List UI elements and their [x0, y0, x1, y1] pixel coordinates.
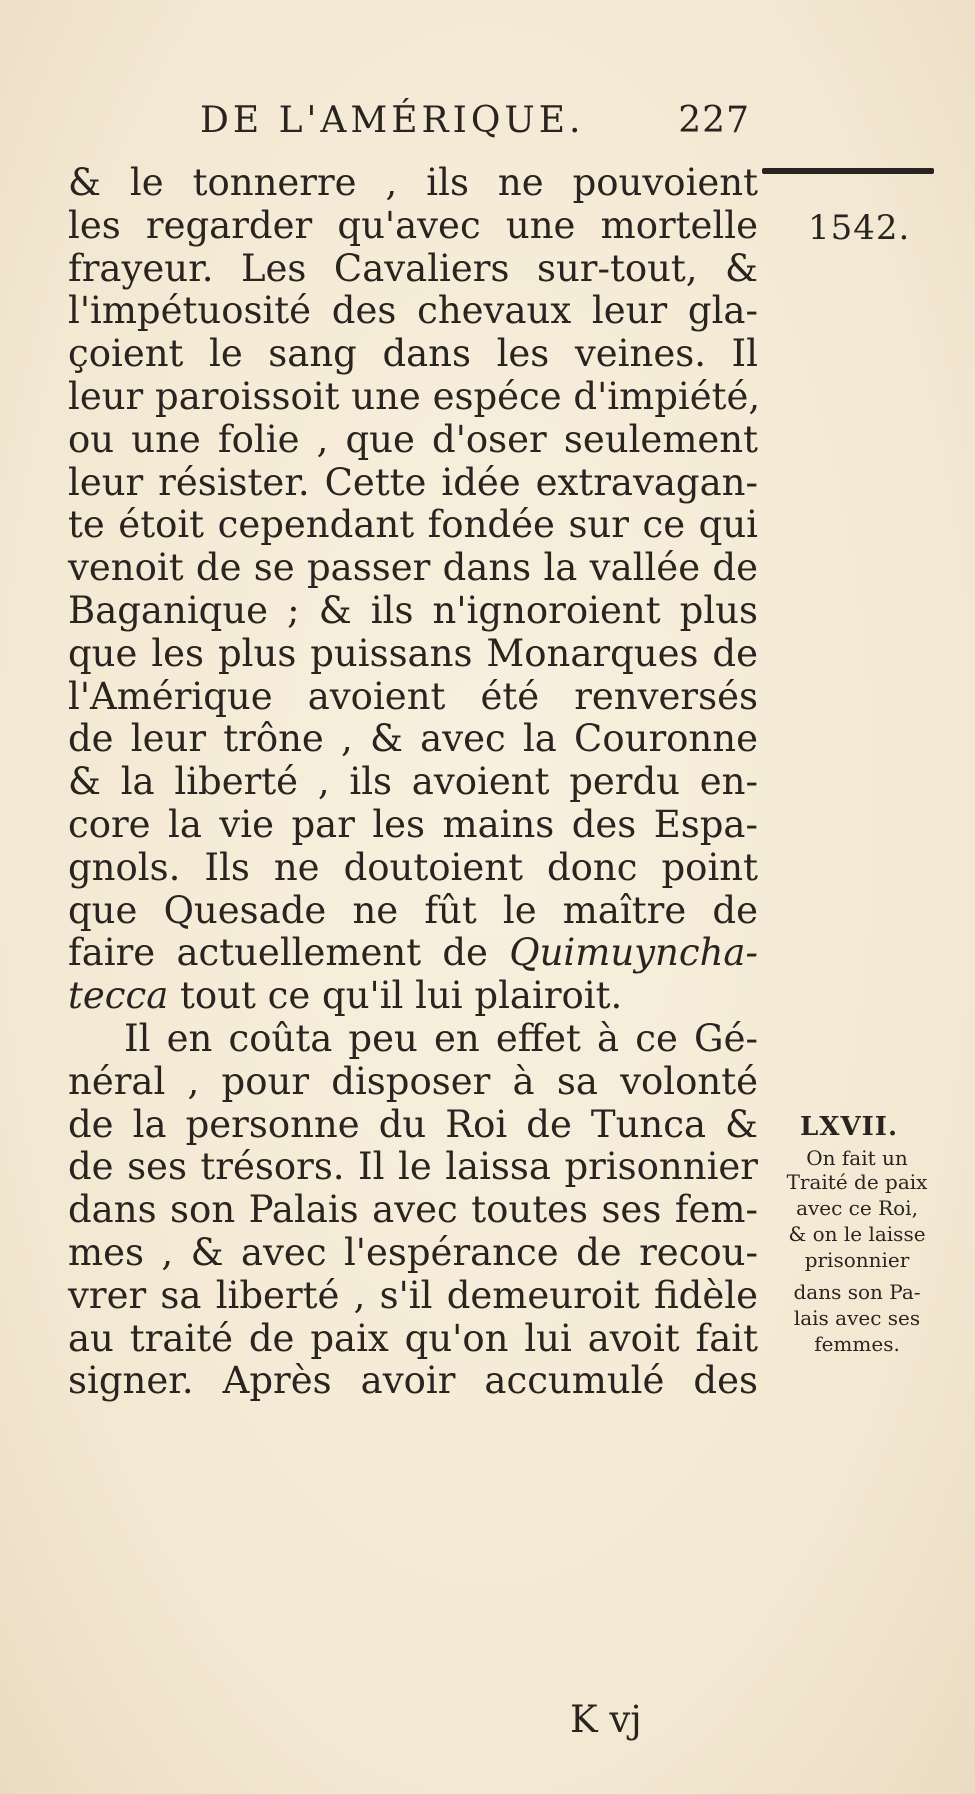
text-line: dans son Palais avec toutes ses fem- — [68, 1188, 758, 1232]
text-line: leur paroissoit une espéce d'impiété, — [68, 374, 761, 418]
text-line: mes , & avec l'espérance de recou- — [68, 1230, 758, 1274]
header-title: DE L'AMÉRIQUE. — [200, 100, 585, 141]
margin-note-line: Traité de paix — [786, 1170, 928, 1194]
italic-name: Quimuyncha- — [509, 931, 758, 975]
text-line: signer. Après avoir accumulé des — [68, 1359, 758, 1403]
text-line: ou une folie , que d'oser seulement — [68, 417, 758, 461]
text-segment: faire actuellement de — [68, 931, 488, 975]
text-line: néral , pour disposer à sa volonté — [68, 1059, 758, 1103]
text-line: de leur trône , & avec la Couronne — [68, 717, 758, 761]
margin-note-line: On fait un — [806, 1146, 908, 1170]
text-line — [68, 932, 758, 975]
italic-name: tecca — [68, 974, 169, 1018]
text-line: & la liberté , ils avoient perdu en- — [68, 760, 758, 804]
text-line: au traité de paix qu'on lui avoit fait — [68, 1316, 758, 1360]
text-line: & le tonnerre , ils ne pouvoient — [68, 161, 758, 204]
main-text-block — [68, 161, 761, 1403]
decorative-rule — [762, 168, 934, 174]
text-line: venoit de se passer dans la vallée de — [68, 546, 758, 590]
text-line: les regarder qu'avec une mortelle — [68, 203, 758, 247]
text-line: core la vie par les mains des Espa- — [68, 802, 758, 846]
text-line: que Quesade ne fût le maître de — [68, 888, 758, 932]
margin-note-line: femmes. — [814, 1332, 900, 1356]
text-line: vrer sa liberté , s'il demeuroit fidèle — [68, 1273, 758, 1317]
text-line: de la personne du Roi de Tunca & — [68, 1102, 758, 1146]
text-line: Baganique ; & ils n'ignoroient plus — [68, 588, 758, 632]
margin-note-line: lais avec ses — [793, 1306, 921, 1330]
margin-year: 1542. — [808, 208, 911, 248]
text-line: de ses trésors. Il le laissa prisonnier — [68, 1145, 758, 1189]
margin-note-line: dans son Pa- — [793, 1280, 921, 1304]
text-segment: tout ce qu'il lui plairoit. — [180, 974, 623, 1018]
text-line: te étoit cependant fondée sur ce qui — [68, 503, 758, 547]
text-line: Il en coûta peu en effet à ce Gé- — [124, 1016, 758, 1060]
text-line: gnols. Ils ne doutoient donc point — [68, 845, 758, 889]
page-number: 227 — [678, 100, 750, 141]
text-line: l'Amérique avoient été renversés — [68, 674, 758, 718]
catchword: K vj — [570, 1698, 642, 1741]
margin-note-line: avec ce Roi, — [796, 1196, 918, 1220]
margin-section-number: LXVII. — [800, 1112, 899, 1142]
text-line — [68, 975, 758, 1018]
text-line: çoient le sang dans les veines. Il — [68, 332, 758, 376]
text-line: l'impétuosité des chevaux leur gla- — [68, 289, 758, 333]
margin-note-line: prisonnier — [804, 1248, 910, 1272]
margin-note-line: & on le laisse — [788, 1222, 926, 1246]
text-line: leur résister. Cette idée extravagan- — [68, 460, 758, 504]
text-line: que les plus puissans Monarques de — [68, 631, 758, 675]
text-line: frayeur. Les Cavaliers sur-tout, & — [68, 246, 758, 290]
